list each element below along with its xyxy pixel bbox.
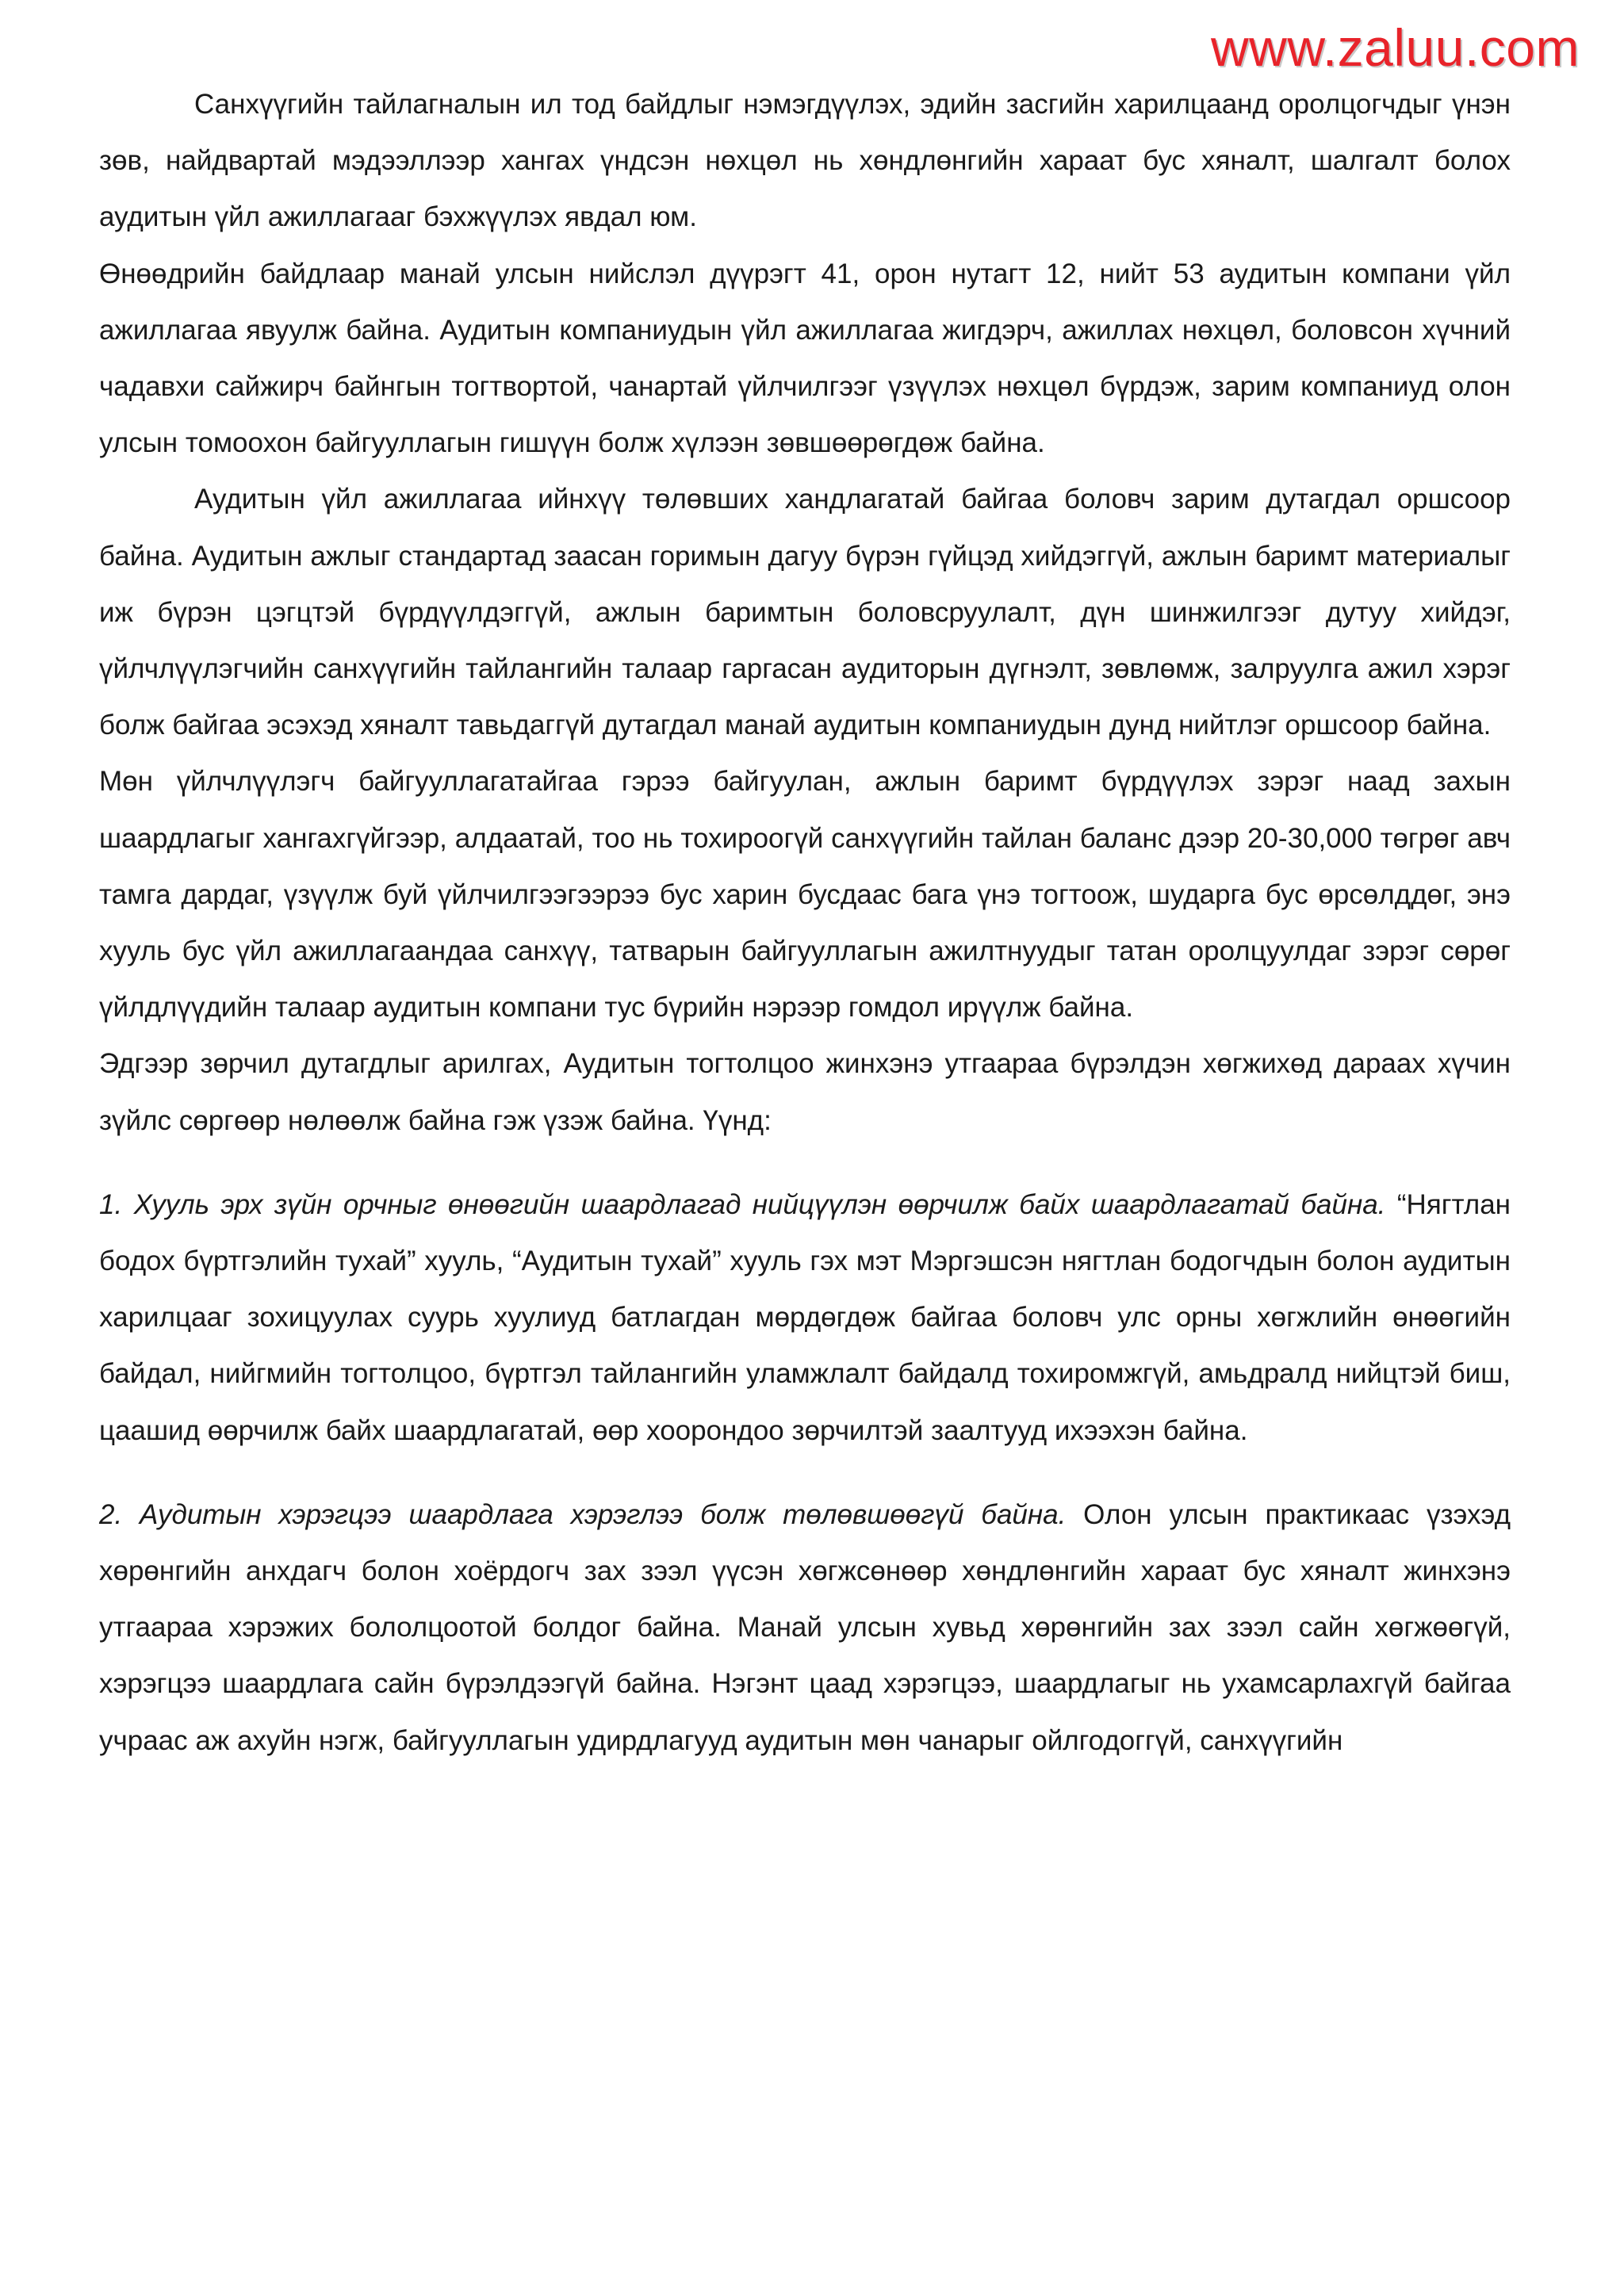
- factor-1-heading: 1. Хууль эрх зүйн орчныг өнөөгийн шаардлагад нийцүүлэн өөрчилж байх шаардлагатай байна.: [99, 1188, 1386, 1220]
- document-body: [99, 76, 1511, 1769]
- paragraph-factor-2: [99, 1487, 1511, 1769]
- site-watermark: www.zaluu.com: [1211, 18, 1580, 77]
- paragraph-audit-companies: Өнөөдрийн байдлаар манай улсын нийслэл дүүрэгт 41, орон нутагт 12, нийт 53 аудитын компани үйл ажиллагаа явуулж байна. Аудитын компаниудын үйл ажиллагаа жигдэрч, ажиллах нөхцөл, боловсон хүчний чадавхи сайжирч байнгын тогтвортой, чанартай үйлчилгээг үзүүлэх нөхцөл бүрдэж, зарим компаниуд олон улсын томоохон байгууллагын гишүүн болж хүлээн зөвшөөрөгдөж байна.: [99, 258, 1511, 459]
- paragraph-shortcomings: Аудитын үйл ажиллагаа ийнхүү төлөвших хандлагатай байгаа боловч зарим дутагдал оршсоор байна. Аудитын ажлыг стандартад заасан горимын дагуу бүрэн гүйцэд хийдэггүй, ажлын баримт материалыг иж бүрэн цэгцтэй бүрдүүлдэггүй, ажлын баримтын боловсруулалт, дүн шинжилгээг дутуу хийдэг, үйлчлүүлэгчийн санхүүгийн тайлангийн талаар гаргасан аудиторын дүгнэлт, зөвлөмж, залруулга ажил хэрэг болж байгаа эсэхэд хяналт тавьдаггүй дутагдал манай аудитын компаниудын дунд нийтлэг оршсоор байна.: [99, 484, 1511, 741]
- paragraph-intro: Санхүүгийн тайлагналын ил тод байдлыг нэмэгдүүлэх, эдийн засгийн харилцаанд оролцогчдыг үнэн зөв, найдвартай мэдээллээр хангах үндсэн нөхцөл нь хөндлөнгийн хараат бус хяналт, шалгалт болох аудитын үйл ажиллагааг бэхжүүлэх явдал юм.: [99, 89, 1511, 233]
- paragraph-complaints: Мөн үйлчлүүлэгч байгууллагатайгаа гэрээ байгуулан, ажлын баримт бүрдүүлэх зэрэг наад захын шаардлагыг хангахгүйгээр, алдаатай, тоо нь тохироогүй санхүүгийн тайлан баланс дээр 20-30,000 төгрөг авч тамга дардаг, үзүүлж буй үйлчилгээгээрээ бус харин бусдаас бага үнэ тогтоож, шударга бус өрсөлддөг, энэ хууль бус үйл ажиллагаандаа санхүү, татварын байгууллагын ажилтнуудыг татан оролцуулдаг зэрэг сөрөг үйлдлүүдийн талаар аудитын компани тус бүрийн нэрээр гомдол ирүүлж байна.: [99, 766, 1511, 1024]
- paragraph-factor-1: [99, 1177, 1511, 1459]
- factor-2-heading: 2. Аудитын хэрэгцээ шаардлага хэрэглээ болж төлөвшөөгүй байна.: [99, 1498, 1067, 1530]
- factor-1-text: “Нягтлан бодох бүртгэлийн тухай” хууль, “Аудитын тухай” хууль гэх мэт Мэргэшсэн нягтлан бодогчдын болон аудитын харилцааг зохицуулах суурь хуулиуд батлагдан мөрдөгдөж байгаа боловч улс орны хөгжлийн өнөөгийн байдал, нийгмийн тогтолцоо, бүртгэл тайлангийн уламжлалт байдалд тохиромжгүй, амьдралд нийцтэй биш, цаашид өөрчилж байх шаардлагатай, өөр хоорондоо зөрчилтэй заалтууд ихээхэн байна.: [99, 1188, 1511, 1446]
- paragraph-factors-intro: Эдгээр зөрчил дутагдлыг арилгах, Аудитын тогтолцоо жинхэнэ утгаараа бүрэлдэн хөгжихөд дараах хүчин зүйлс сөргөөр нөлөөлж байна гэж үзэж байна. Үүнд:: [99, 1048, 1511, 1136]
- factor-2-text: Олон улсын практикаас үзэхэд хөрөнгийн анхдагч болон хоёрдогч зах зээл үүсэн хөгжсөнөөр хөндлөнгийн хараат бус хяналт жинхэнэ утгаараа хэрэжих бололцоотой болдог байна. Манай улсын хувьд хөрөнгийн зах зээл сайн хөгжөөгүй, хэрэгцээ шаардлага сайн бүрэлдээгүй байна. Нэгэнт цаад хэрэгцээ, шаардлагыг нь ухамсарлахгүй байгаа учраас аж ахуйн нэгж, байгууллагын удирдлагууд аудитын мөн чанарыг ойлгодоггүй, санхүүгийн: [99, 1498, 1511, 1756]
